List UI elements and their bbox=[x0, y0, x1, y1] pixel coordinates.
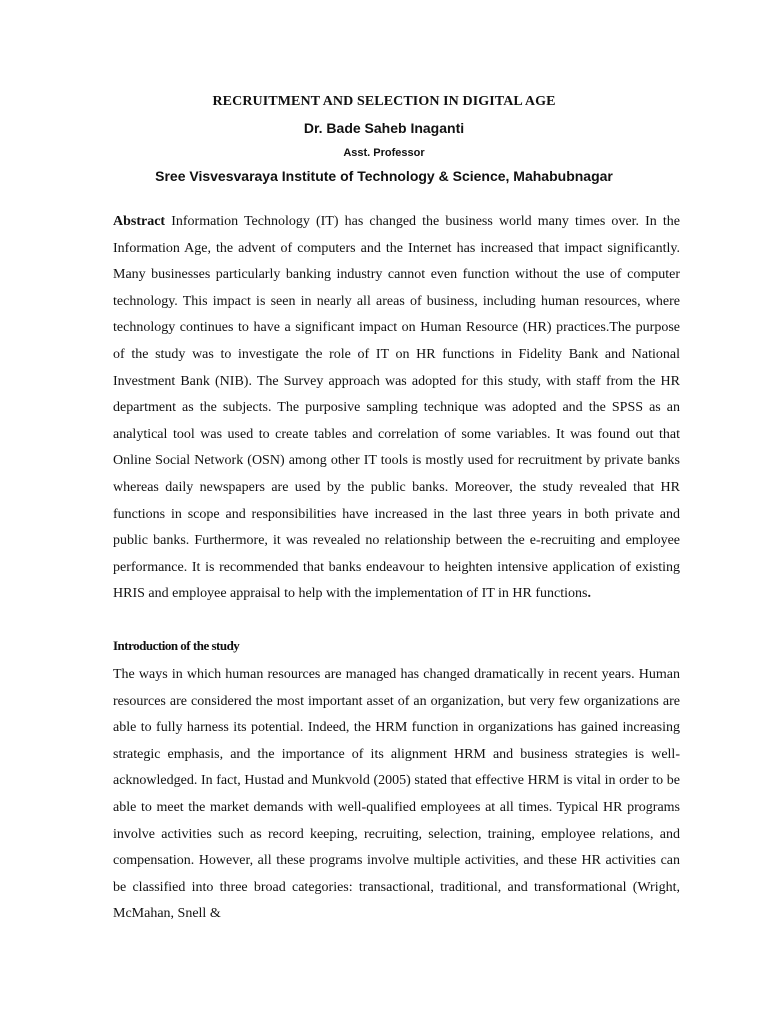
abstract-text: Information Technology (IT) has changed the business world many times over. In the Information Age, the advent of computers and the Internet has increased that impact significantly. Many businesses particularly banking industry cannot even function without the use of computer technology. This impact is seen in nearly all areas of business, including human resources, where technology continues to have a significant impact on Human Resource (HR) practices.The purpose of the study was to investigate the role of IT on HR functions in Fidelity Bank and National Investment Bank (NIB). The Survey approach was adopted for this study, with staff from the HR department as the subjects. The purposive sampling technique was adopted and the SPSS as an analytical tool was used to create tables and correlation of some variables. It was found out that Online Social Network (OSN) among other IT tools is mostly used for recruitment by private banks whereas daily newspapers are used by the public banks. Moreover, the study revealed that HR functions in scope and responsibilities have increased in the last three years in both private and public banks. Furthermore, it was revealed no relationship between the e-recruiting and employee performance. It is recommended that banks endeavour to heighten intensive application of existing HRIS and employee appraisal to help with the implementation of IT in HR functions bbox=[113, 214, 680, 602]
author-institution: Sree Visvesvaraya Institute of Technology & Science, Mahabubnagar bbox=[155, 168, 613, 184]
abstract-end-mark: . bbox=[587, 586, 591, 602]
author-name: Dr. Bade Saheb Inaganti bbox=[303, 120, 465, 136]
paper-title: RECRUITMENT AND SELECTION IN DIGITAL AGE bbox=[212, 94, 556, 109]
abstract-label: Abstract bbox=[113, 214, 166, 229]
author-position: Asst. Professor bbox=[343, 147, 425, 159]
introduction-paragraph: The ways in which human resources are managed has changed dramatically in recent years. Human resources are considered the most important asset of an organization, but very few organizations are able to fully harness its potential. Indeed, the HRM function in organizations has gained increasing strategic emphasis, and the importance of its alignment HRM and business strategies is well-acknowledged. In fact, Hustad and Munkvold (2005) stated that effective HRM is vital in order to be able to meet the market demands with well-qualified employees at all times. Typical HR programs involve activities such as record keeping, recruiting, selection, training, employee relations, and compensation. However, all these programs involve multiple activities, and these HR activities can be classified into three broad categories: transactional, traditional, and transformational (Wright, McMahan, Snell & bbox=[113, 667, 680, 922]
introduction-heading: Introduction of the study bbox=[113, 638, 240, 653]
abstract-paragraph bbox=[113, 209, 680, 608]
